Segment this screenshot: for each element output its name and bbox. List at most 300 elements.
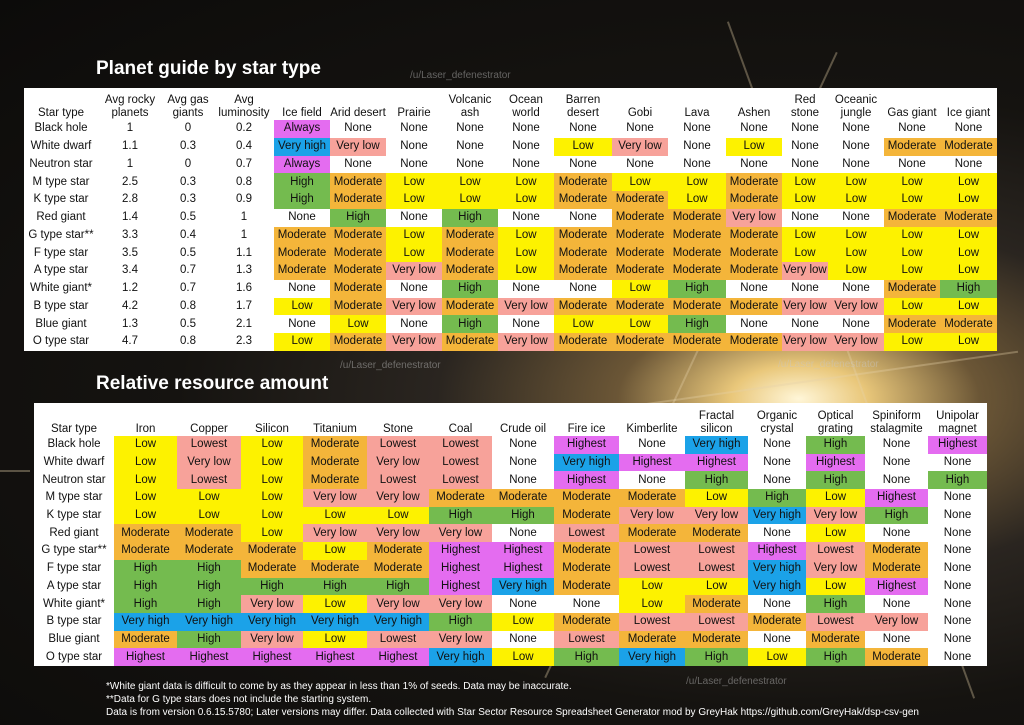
- table-cell: None: [828, 209, 884, 227]
- table-cell: Low: [241, 471, 303, 489]
- table-cell: None: [498, 209, 554, 227]
- table-cell: 1: [240, 228, 248, 241]
- table-cell: 0.8: [180, 335, 196, 348]
- row-label: Black hole: [47, 438, 101, 451]
- table-cell: Highest: [748, 542, 806, 560]
- table-cell: 2.3: [236, 335, 252, 348]
- table-cell: Very low: [828, 298, 884, 316]
- table-cell: Very low: [782, 298, 828, 316]
- table-cell: None: [940, 120, 997, 138]
- table-cell: Very high: [274, 138, 330, 156]
- table-cell: None: [828, 156, 884, 174]
- table-cell: High: [177, 631, 241, 649]
- table-cell: 4.7: [122, 335, 138, 348]
- table-cell: Moderate: [274, 262, 330, 280]
- table-row: [34, 454, 987, 472]
- table-cell: Very low: [612, 138, 668, 156]
- table-cell: Highest: [554, 471, 619, 489]
- table-cell: Highest: [367, 648, 429, 666]
- table-cell: Low: [241, 489, 303, 507]
- table-cell: Lowest: [367, 631, 429, 649]
- planet-guide-header-row: [24, 88, 997, 120]
- table-cell: None: [386, 209, 442, 227]
- table-cell: Very low: [303, 524, 367, 542]
- table-cell: Moderate: [554, 489, 619, 507]
- table-cell: Low: [884, 227, 940, 245]
- row-label: White dwarf: [30, 140, 92, 153]
- table-cell: Moderate: [726, 244, 782, 262]
- table-cell: Highest: [865, 489, 928, 507]
- table-cell: None: [386, 120, 442, 138]
- table-cell: None: [498, 138, 554, 156]
- table-cell: None: [554, 156, 612, 174]
- table-cell: Low: [367, 507, 429, 525]
- table-cell: Low: [940, 227, 997, 245]
- table-cell: Moderate: [367, 542, 429, 560]
- table-cell: Low: [386, 227, 442, 245]
- table-cell: 0.7: [236, 157, 252, 170]
- table-cell: Very low: [806, 560, 865, 578]
- watermark: /u/Laser_defenestrator: [778, 359, 879, 370]
- table-cell: Moderate: [668, 333, 726, 351]
- column-header-ice-giant: Ice giant: [946, 107, 991, 119]
- table-cell: Low: [241, 436, 303, 454]
- table-cell: None: [940, 156, 997, 174]
- table-cell: None: [726, 156, 782, 174]
- table-cell: High: [177, 595, 241, 613]
- table-cell: Very high: [748, 507, 806, 525]
- table-cell: Very low: [330, 138, 386, 156]
- column-header-prairie: Prairie: [397, 107, 431, 119]
- table-cell: 0.7: [180, 282, 196, 295]
- table-cell: None: [865, 436, 928, 454]
- table-cell: Lowest: [619, 560, 685, 578]
- table-cell: Moderate: [554, 560, 619, 578]
- table-cell: Low: [498, 173, 554, 191]
- column-header-arid-desert: Arid desert: [330, 107, 386, 119]
- column-header-oceanic-jungle: Oceanic jungle: [834, 94, 878, 119]
- table-cell: None: [928, 454, 987, 472]
- table-cell: None: [828, 315, 884, 333]
- row-label: K type star: [46, 509, 102, 522]
- table-cell: Very low: [498, 298, 554, 316]
- table-cell: High: [806, 595, 865, 613]
- column-header-coal: Coal: [448, 423, 473, 435]
- table-row: [34, 648, 987, 666]
- table-cell: Low: [884, 191, 940, 209]
- table-cell: Moderate: [554, 507, 619, 525]
- table-cell: Highest: [806, 454, 865, 472]
- table-cell: Always: [274, 120, 330, 138]
- table-cell: None: [865, 524, 928, 542]
- table-cell: Lowest: [177, 436, 241, 454]
- table-cell: None: [330, 156, 386, 174]
- table-cell: None: [782, 120, 828, 138]
- table-cell: Lowest: [429, 471, 492, 489]
- table-cell: Low: [884, 244, 940, 262]
- table-cell: Very low: [386, 298, 442, 316]
- table-cell: Very low: [828, 333, 884, 351]
- table-cell: Moderate: [612, 191, 668, 209]
- table-cell: Moderate: [274, 244, 330, 262]
- table-cell: None: [748, 595, 806, 613]
- table-cell: Low: [782, 227, 828, 245]
- column-header-silicon: Silicon: [255, 423, 289, 435]
- table-cell: Low: [828, 244, 884, 262]
- resource-amount-body: [34, 436, 987, 666]
- table-cell: Moderate: [442, 227, 498, 245]
- table-cell: Low: [828, 227, 884, 245]
- table-cell: Low: [498, 191, 554, 209]
- row-label: White dwarf: [43, 456, 105, 469]
- table-cell: Moderate: [303, 471, 367, 489]
- table-cell: Very low: [782, 333, 828, 351]
- watermark: /u/Laser_defenestrator: [410, 70, 511, 81]
- table-cell: Highest: [429, 578, 492, 596]
- table-cell: Moderate: [865, 542, 928, 560]
- table-cell: Moderate: [612, 244, 668, 262]
- table-cell: None: [782, 280, 828, 298]
- table-cell: Low: [884, 333, 940, 351]
- table-cell: Low: [940, 298, 997, 316]
- table-cell: Moderate: [685, 524, 748, 542]
- table-cell: Moderate: [668, 227, 726, 245]
- table-cell: None: [668, 138, 726, 156]
- table-row: [24, 173, 997, 191]
- table-cell: Very low: [685, 507, 748, 525]
- table-cell: 1.4: [122, 211, 138, 224]
- table-row: [24, 333, 997, 351]
- table-cell: Very low: [386, 262, 442, 280]
- table-cell: Low: [498, 244, 554, 262]
- table-cell: Low: [442, 173, 498, 191]
- table-cell: Low: [498, 262, 554, 280]
- table-cell: Moderate: [114, 542, 177, 560]
- row-label: Red giant: [49, 526, 99, 539]
- table-cell: None: [928, 524, 987, 542]
- table-cell: Very low: [367, 489, 429, 507]
- table-cell: Moderate: [806, 631, 865, 649]
- table-cell: Moderate: [330, 333, 386, 351]
- table-cell: Moderate: [668, 262, 726, 280]
- column-header-avg-rocky-planets: Avg rocky planets: [104, 94, 156, 119]
- table-cell: Low: [386, 173, 442, 191]
- row-label: Neutron star: [29, 157, 93, 170]
- table-cell: Very low: [726, 209, 782, 227]
- footnotes: [106, 680, 919, 719]
- table-cell: Moderate: [884, 209, 940, 227]
- table-cell: Moderate: [114, 524, 177, 542]
- table-cell: Low: [612, 173, 668, 191]
- table-cell: High: [114, 595, 177, 613]
- table-cell: Lowest: [429, 436, 492, 454]
- table-cell: Moderate: [429, 489, 492, 507]
- footnote-g-type: **Data for G type stars does not include the starting system.: [106, 694, 372, 705]
- table-cell: None: [386, 138, 442, 156]
- table-cell: Low: [748, 648, 806, 666]
- table-row: [24, 138, 997, 156]
- table-cell: High: [274, 173, 330, 191]
- column-header-titanium: Titanium: [313, 423, 357, 435]
- table-cell: Moderate: [884, 315, 940, 333]
- table-row: [24, 209, 997, 227]
- table-cell: None: [828, 120, 884, 138]
- table-cell: High: [806, 648, 865, 666]
- table-cell: Moderate: [330, 262, 386, 280]
- table-cell: None: [928, 631, 987, 649]
- table-cell: None: [554, 595, 619, 613]
- table-cell: Low: [492, 648, 554, 666]
- table-cell: None: [386, 280, 442, 298]
- table-cell: None: [748, 471, 806, 489]
- table-cell: 4.2: [122, 299, 138, 312]
- column-header-avg-gas-giants: Avg gas giants: [167, 94, 209, 119]
- table-cell: Highest: [492, 542, 554, 560]
- table-cell: Very low: [429, 595, 492, 613]
- table-row: [24, 298, 997, 316]
- table-cell: 2.8: [122, 193, 138, 206]
- column-header-organic-crystal: Organic crystal: [756, 410, 798, 435]
- table-row: [34, 471, 987, 489]
- row-label: A type star: [33, 264, 89, 277]
- table-cell: Lowest: [554, 631, 619, 649]
- table-cell: None: [330, 120, 386, 138]
- table-cell: None: [865, 595, 928, 613]
- table-cell: Very high: [685, 436, 748, 454]
- table-cell: Always: [274, 156, 330, 174]
- table-cell: Moderate: [726, 298, 782, 316]
- table-cell: Moderate: [303, 454, 367, 472]
- table-cell: Very low: [782, 262, 828, 280]
- column-header-volcanic-ash: Volcanic ash: [448, 94, 492, 119]
- table-cell: None: [668, 156, 726, 174]
- column-header-ashen: Ashen: [737, 107, 771, 119]
- table-cell: Lowest: [685, 542, 748, 560]
- table-cell: Moderate: [726, 173, 782, 191]
- table-cell: None: [748, 454, 806, 472]
- table-cell: None: [928, 578, 987, 596]
- table-cell: None: [492, 454, 554, 472]
- table-cell: Moderate: [177, 542, 241, 560]
- table-cell: Moderate: [940, 209, 997, 227]
- resource-amount-title: Relative resource amount: [96, 373, 329, 394]
- table-cell: Very high: [241, 613, 303, 631]
- table-cell: High: [492, 507, 554, 525]
- table-cell: 1: [126, 157, 134, 170]
- table-cell: Low: [884, 173, 940, 191]
- table-cell: Very low: [429, 631, 492, 649]
- table-cell: None: [274, 280, 330, 298]
- table-cell: Very high: [177, 613, 241, 631]
- table-row: [24, 120, 997, 138]
- table-cell: None: [442, 138, 498, 156]
- table-cell: None: [492, 595, 554, 613]
- table-cell: High: [806, 471, 865, 489]
- table-cell: Lowest: [429, 454, 492, 472]
- table-cell: None: [554, 280, 612, 298]
- table-cell: Low: [442, 191, 498, 209]
- column-header-star-type: Star type: [50, 423, 98, 435]
- table-cell: None: [865, 454, 928, 472]
- row-label: M type star: [45, 491, 103, 504]
- table-cell: 2.1: [236, 317, 252, 330]
- table-cell: Low: [554, 315, 612, 333]
- table-cell: Highest: [685, 454, 748, 472]
- table-cell: 0: [184, 122, 192, 135]
- table-cell: High: [668, 280, 726, 298]
- table-cell: High: [554, 648, 619, 666]
- table-cell: Low: [177, 489, 241, 507]
- table-cell: Moderate: [274, 227, 330, 245]
- table-cell: 0.7: [180, 264, 196, 277]
- table-cell: None: [726, 120, 782, 138]
- table-cell: Low: [806, 524, 865, 542]
- table-cell: Highest: [241, 648, 303, 666]
- table-row: [24, 280, 997, 298]
- column-header-crude-oil: Crude oil: [499, 423, 547, 435]
- row-label: Blue giant: [35, 317, 87, 330]
- table-cell: Highest: [429, 542, 492, 560]
- table-cell: 1.3: [122, 317, 138, 330]
- table-cell: Low: [330, 315, 386, 333]
- table-cell: Moderate: [330, 298, 386, 316]
- table-cell: None: [442, 120, 498, 138]
- table-cell: Moderate: [554, 262, 612, 280]
- table-cell: High: [114, 578, 177, 596]
- table-row: [34, 560, 987, 578]
- table-cell: None: [619, 471, 685, 489]
- table-row: [34, 631, 987, 649]
- table-cell: Moderate: [668, 209, 726, 227]
- table-cell: Very low: [177, 454, 241, 472]
- table-cell: High: [442, 315, 498, 333]
- table-cell: Low: [177, 507, 241, 525]
- table-row: [24, 191, 997, 209]
- table-cell: Low: [828, 173, 884, 191]
- table-cell: None: [492, 524, 554, 542]
- table-cell: None: [498, 315, 554, 333]
- table-cell: High: [442, 280, 498, 298]
- table-cell: Low: [940, 173, 997, 191]
- table-cell: Moderate: [612, 333, 668, 351]
- table-cell: Moderate: [554, 191, 612, 209]
- table-row: [34, 542, 987, 560]
- column-header-unipolar-magnet: Unipolar magnet: [936, 410, 979, 435]
- background-frame-line: [0, 470, 30, 472]
- table-cell: Highest: [865, 578, 928, 596]
- column-header-optical-grating: Optical grating: [817, 410, 854, 435]
- row-label: K type star: [33, 193, 89, 206]
- footnote-white-giant: *White giant data is difficult to come by as they appear in less than 1% of seeds. Data may be inaccurate.: [106, 681, 572, 692]
- table-cell: None: [748, 436, 806, 454]
- table-cell: Moderate: [442, 333, 498, 351]
- table-cell: 1.1: [236, 246, 252, 259]
- table-cell: 0.8: [236, 175, 252, 188]
- table-cell: Low: [114, 507, 177, 525]
- table-cell: None: [748, 631, 806, 649]
- table-cell: Moderate: [726, 333, 782, 351]
- table-cell: None: [492, 631, 554, 649]
- table-cell: Highest: [554, 436, 619, 454]
- table-cell: High: [668, 315, 726, 333]
- column-header-barren-desert: Barren desert: [565, 94, 601, 119]
- table-cell: High: [177, 578, 241, 596]
- table-cell: Low: [492, 613, 554, 631]
- table-cell: Moderate: [241, 560, 303, 578]
- table-cell: Moderate: [554, 613, 619, 631]
- table-cell: 0.3: [180, 140, 196, 153]
- table-cell: Moderate: [303, 560, 367, 578]
- table-cell: Very low: [865, 613, 928, 631]
- table-cell: None: [726, 280, 782, 298]
- table-cell: Highest: [114, 648, 177, 666]
- table-cell: Very low: [241, 631, 303, 649]
- column-header-gas-giant: Gas giant: [887, 107, 937, 119]
- table-cell: Very high: [303, 613, 367, 631]
- table-cell: Moderate: [940, 315, 997, 333]
- table-cell: Low: [274, 298, 330, 316]
- table-cell: Highest: [492, 560, 554, 578]
- table-cell: Lowest: [806, 613, 865, 631]
- table-cell: Low: [612, 315, 668, 333]
- column-header-ice-field: Ice field: [282, 107, 322, 119]
- column-header-star-type: Star type: [37, 107, 85, 119]
- table-cell: Very low: [806, 507, 865, 525]
- table-cell: 0.8: [180, 299, 196, 312]
- column-header-fractal-silicon: Fractal silicon: [698, 410, 735, 435]
- table-cell: Moderate: [554, 542, 619, 560]
- watermark: /u/Laser_defenestrator: [686, 676, 787, 687]
- table-row: [34, 436, 987, 454]
- table-cell: Moderate: [612, 298, 668, 316]
- planet-guide-body: [24, 120, 997, 351]
- table-cell: Moderate: [748, 613, 806, 631]
- table-cell: High: [748, 489, 806, 507]
- table-cell: None: [386, 315, 442, 333]
- table-cell: Low: [386, 244, 442, 262]
- table-cell: None: [726, 315, 782, 333]
- table-cell: Low: [619, 578, 685, 596]
- table-cell: Lowest: [806, 542, 865, 560]
- table-cell: Moderate: [554, 173, 612, 191]
- table-cell: Low: [612, 280, 668, 298]
- table-row: [34, 507, 987, 525]
- table-cell: High: [865, 507, 928, 525]
- table-cell: None: [274, 209, 330, 227]
- table-cell: Low: [241, 454, 303, 472]
- table-cell: Very high: [748, 560, 806, 578]
- table-cell: None: [612, 156, 668, 174]
- table-cell: Low: [726, 138, 782, 156]
- table-cell: 0.4: [180, 228, 196, 241]
- row-label: White giant*: [29, 282, 92, 295]
- table-cell: Moderate: [884, 138, 940, 156]
- table-cell: Very high: [619, 648, 685, 666]
- table-cell: 3.3: [122, 228, 138, 241]
- table-cell: None: [668, 120, 726, 138]
- table-cell: Highest: [303, 648, 367, 666]
- table-cell: None: [498, 120, 554, 138]
- table-cell: 1: [126, 122, 134, 135]
- footnote-version: Data is from version 0.6.15.5780; Later versions may differ. Data collected with Star Sector Resource Spreadsheet Generator mod by GreyHak https://github.com/GreyHak/dsp-csv-gen: [106, 707, 919, 718]
- table-cell: None: [928, 489, 987, 507]
- table-cell: Low: [498, 227, 554, 245]
- row-label: M type star: [32, 175, 90, 188]
- table-cell: High: [114, 560, 177, 578]
- table-cell: Moderate: [612, 227, 668, 245]
- table-cell: Low: [940, 191, 997, 209]
- table-cell: Very high: [554, 454, 619, 472]
